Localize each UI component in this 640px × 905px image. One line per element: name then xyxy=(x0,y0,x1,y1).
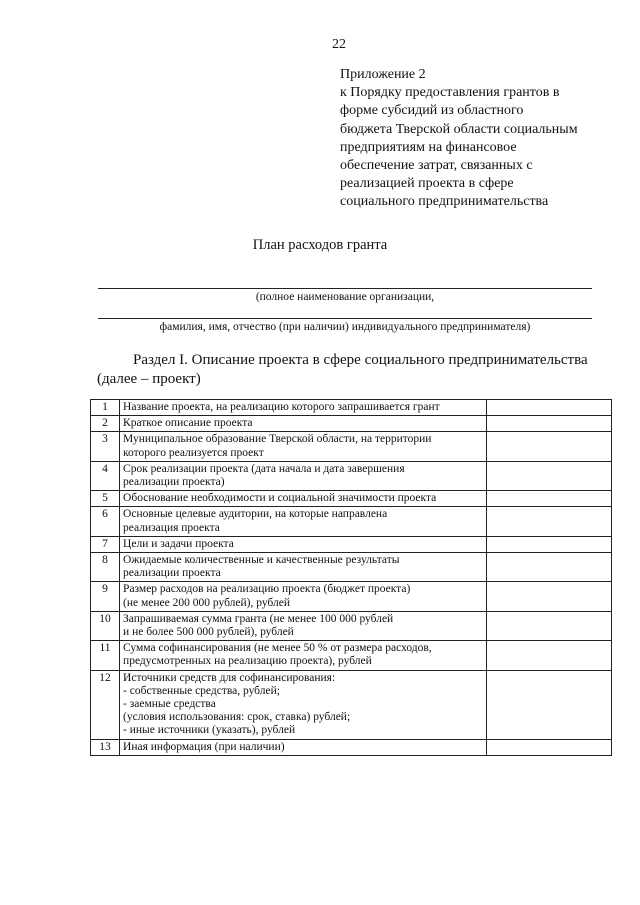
row-description-line: Иная информация (при наличии) xyxy=(123,740,285,753)
row-description xyxy=(120,461,487,490)
row-number: 4 xyxy=(91,461,120,490)
row-number: 3 xyxy=(91,432,120,461)
row-number: 1 xyxy=(91,400,120,416)
table-row xyxy=(91,611,612,640)
table-row xyxy=(91,507,612,536)
row-value-cell[interactable] xyxy=(486,611,611,640)
row-number: 10 xyxy=(91,611,120,640)
row-description xyxy=(120,553,487,582)
document-title: План расходов гранта xyxy=(252,237,388,253)
row-number: 6 xyxy=(91,507,120,536)
row-number: 2 xyxy=(91,416,120,432)
appendix-line: социального предпринимательства xyxy=(340,194,549,210)
row-description xyxy=(120,582,487,611)
row-description-line: которого реализуется проект xyxy=(123,446,264,459)
row-number: 9 xyxy=(91,582,120,611)
row-value-cell[interactable] xyxy=(486,432,611,461)
row-value-cell[interactable] xyxy=(486,582,611,611)
table-row xyxy=(91,416,612,432)
row-value-cell[interactable] xyxy=(486,461,611,490)
section-heading: Раздел I. Описание проекта в сфере социального предпринимательства (далее – проект) xyxy=(97,352,588,387)
row-number: 11 xyxy=(91,641,120,670)
row-description xyxy=(120,641,487,670)
row-description xyxy=(120,400,487,416)
row-description xyxy=(120,491,487,507)
organization-fill-line xyxy=(98,288,592,289)
row-description-line: - иные источники (указать), рублей xyxy=(123,724,296,737)
project-description-table xyxy=(90,399,612,756)
row-description-line: - заемные средства xyxy=(123,698,216,711)
row-number: 13 xyxy=(91,739,120,755)
entrepreneur-fill-line xyxy=(98,318,592,319)
table-row xyxy=(91,553,612,582)
table-row xyxy=(91,670,612,739)
row-description xyxy=(120,611,487,640)
row-description-line: Запрашиваемая сумма гранта (не менее 100 000 рублей xyxy=(123,612,394,625)
row-description-line: реализации проекта) xyxy=(123,476,225,489)
row-description xyxy=(120,536,487,552)
row-value-cell[interactable] xyxy=(486,507,611,536)
row-number: 12 xyxy=(91,670,120,739)
table-row xyxy=(91,432,612,461)
row-number: 5 xyxy=(91,491,120,507)
row-description-line: Размер расходов на реализацию проекта (бюджет проекта) xyxy=(123,583,411,596)
row-description-line: реализация проекта xyxy=(123,521,220,534)
appendix-line: предприятиям на финансовое xyxy=(340,139,517,155)
row-value-cell[interactable] xyxy=(486,641,611,670)
row-description-line: Цели и задачи проекта xyxy=(123,537,234,550)
row-description-line: предусмотренных на реализацию проекта), рублей xyxy=(123,655,372,668)
appendix-line: Приложение 2 xyxy=(340,67,426,82)
row-description-line: (не менее 200 000 рублей), рублей xyxy=(123,596,290,609)
appendix-line: бюджета Тверской области социальным xyxy=(340,121,578,137)
appendix-line: форме субсидий из областного xyxy=(340,103,524,119)
row-description-line: и не более 500 000 рублей), рублей xyxy=(123,626,294,639)
table-row xyxy=(91,461,612,490)
appendix-line: реализацией проекта в сфере xyxy=(340,176,514,192)
row-value-cell[interactable] xyxy=(486,739,611,755)
row-number: 7 xyxy=(91,536,120,552)
row-description-line: Краткое описание проекта xyxy=(123,417,253,430)
organization-caption: (полное наименование организации, xyxy=(255,291,435,303)
table-row xyxy=(91,641,612,670)
row-description-line: (условия использования: срок, ставка) рублей; xyxy=(123,711,351,724)
row-value-cell[interactable] xyxy=(486,416,611,432)
row-description-line: Муниципальное образование Тверской области, на территории xyxy=(123,433,432,446)
entrepreneur-caption: фамилия, имя, отчество (при наличии) индивидуального предпринимателя) xyxy=(159,321,531,333)
row-value-cell[interactable] xyxy=(486,491,611,507)
row-value-cell[interactable] xyxy=(486,670,611,739)
table-row xyxy=(91,491,612,507)
table-row xyxy=(91,582,612,611)
table-body xyxy=(91,400,612,756)
row-value-cell[interactable] xyxy=(486,553,611,582)
row-description-line: Обоснование необходимости и социальной значимости проекта xyxy=(123,492,437,505)
row-description-line: Срок реализации проекта (дата начала и дата завершения xyxy=(123,462,405,475)
table-row xyxy=(91,536,612,552)
row-value-cell[interactable] xyxy=(486,400,611,416)
row-description-line: - собственные средства, рублей; xyxy=(123,684,280,697)
appendix-line: к Порядку предоставления грантов в xyxy=(340,85,560,101)
page-number: 22 xyxy=(332,37,346,52)
row-description xyxy=(120,416,487,432)
row-description xyxy=(120,739,487,755)
row-description xyxy=(120,670,487,739)
row-description-line: реализации проекта xyxy=(123,567,221,580)
row-description-line: Основные целевые аудитории, на которые направлена xyxy=(123,508,388,521)
appendix-line: обеспечение затрат, связанных с xyxy=(340,158,533,174)
row-description-line: Источники средств для софинансирования: xyxy=(123,671,336,684)
table-row xyxy=(91,739,612,755)
table-row xyxy=(91,400,612,416)
row-description xyxy=(120,507,487,536)
row-description-line: Ожидаемые количественные и качественные результаты xyxy=(123,554,400,567)
appendix-note xyxy=(340,66,620,212)
row-number: 8 xyxy=(91,553,120,582)
row-value-cell[interactable] xyxy=(486,536,611,552)
row-description-line: Название проекта, на реализацию которого запрашивается грант xyxy=(123,401,440,413)
row-description xyxy=(120,432,487,461)
row-description-line: Сумма софинансирования (не менее 50 % от размера расходов, xyxy=(123,642,432,655)
